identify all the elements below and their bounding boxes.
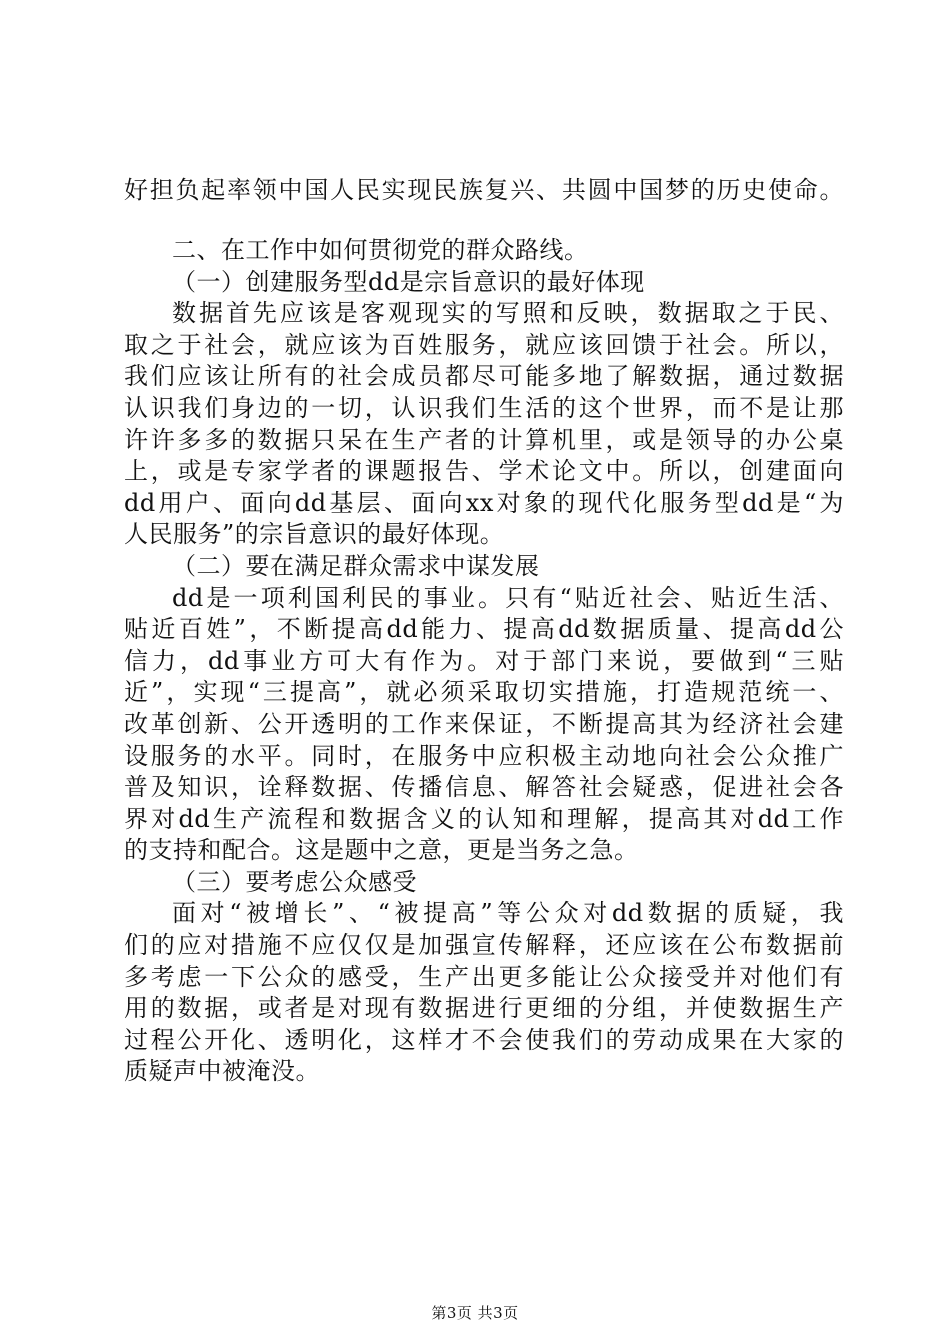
paragraph-line: 贴近百姓”，不断提高dd能力、提高dd数据质量、提高dd公: [124, 615, 844, 644]
paragraph-line: 普及知识，诠释数据、传播信息、解答社会疑惑，促进社会各: [124, 773, 844, 802]
paragraph-line: 改革创新、公开透明的工作来保证，不断提高其为经济社会建: [124, 709, 844, 738]
page-number-footer: 第3页 共3页: [431, 1304, 519, 1322]
paragraph-line: 好担负起率领中国人民实现民族复兴、共圆中国梦的历史使命。: [124, 176, 844, 204]
subsection-heading-2: （二）要在满足群众需求中谋发展: [172, 551, 540, 580]
paragraph-line: dd用户、面向dd基层、面向xx对象的现代化服务型dd是“为: [124, 488, 844, 517]
paragraph-line: 界对dd生产流程和数据含义的认知和理解，提高其对dd工作: [124, 804, 844, 833]
paragraph-line: 面对“被增长”、“被提高”等公众对dd数据的质疑，我: [172, 899, 844, 928]
paragraph-line: 数据首先应该是客观现实的写照和反映，数据取之于民、: [172, 299, 844, 328]
paragraph-line: 许许多多的数据只呆在生产者的计算机里，或是领导的办公桌: [124, 425, 844, 454]
paragraph-line: 近”，实现“三提高”，就必须采取切实措施，打造规范统一、: [124, 678, 844, 707]
paragraph-line: 用的数据，或者是对现有数据进行更细的分组，并使数据生产: [124, 994, 844, 1023]
paragraph-line: 们的应对措施不应仅仅是加强宣传解释，还应该在公布数据前: [124, 931, 844, 960]
paragraph-line: 上，或是专家学者的课题报告、学术论文中。所以，创建面向: [124, 457, 844, 486]
paragraph-line: 设服务的水平。同时，在服务中应积极主动地向社会公众推广: [124, 741, 844, 770]
section-heading: 二、在工作中如何贯彻党的群众路线。: [172, 236, 589, 264]
subsection-heading-3: （三）要考虑公众感受: [172, 867, 417, 896]
opening-paragraph: [124, 175, 844, 207]
paragraph-line: 的支持和配合。这是题中之意，更是当务之急。: [124, 836, 639, 865]
paragraph-line: dd是一项利国利民的事业。只有“贴近社会、贴近生活、: [172, 583, 844, 612]
paragraph-line: 信力，dd事业方可大有作为。对于部门来说，要做到“三贴: [124, 646, 844, 675]
document-body: [124, 235, 844, 1088]
paragraph-line: 取之于社会，就应该为百姓服务，就应该回馈于社会。所以，: [124, 330, 844, 359]
paragraph-line: 人民服务”的宗旨意识的最好体现。: [124, 520, 505, 549]
subsection-heading-1: （一）创建服务型dd是宗旨意识的最好体现: [172, 267, 645, 296]
paragraph-line: 质疑声中被淹没。: [124, 1057, 320, 1086]
paragraph-line: 过程公开化、透明化，这样才不会使我们的劳动成果在大家的: [124, 1025, 844, 1054]
paragraph-line: 认识我们身边的一切，认识我们生活的这个世界，而不是让那: [124, 393, 844, 422]
paragraph-line: 我们应该让所有的社会成员都尽可能多地了解数据，通过数据: [124, 362, 844, 391]
paragraph-line: 多考虑一下公众的感受，生产出更多能让公众接受并对他们有: [124, 962, 844, 991]
